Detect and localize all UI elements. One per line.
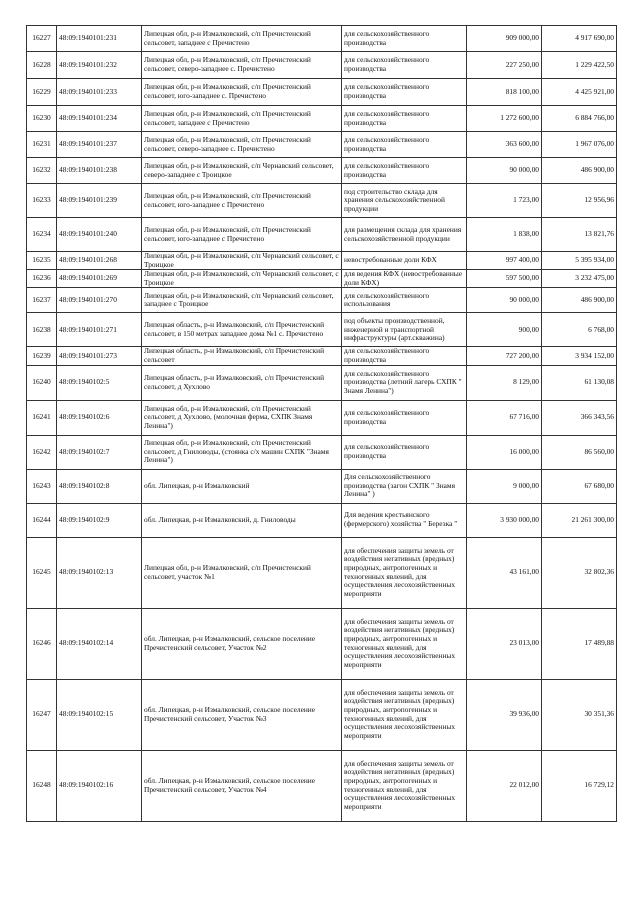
permitted-use-cell: для сельскохозяйственного производства xyxy=(342,435,467,469)
cadastral-value-cell: 366 343,56 xyxy=(542,400,617,435)
table-row xyxy=(27,400,617,435)
address-cell: Липецкая обл, р-н Измалковский, с/п Пречистенский сельсовет, северо-западнее с. Пречистено xyxy=(142,52,342,79)
cadastral-number-cell: 48:09:1940101:269 xyxy=(57,270,142,288)
permitted-use-cell: для сельскохозяйственного производства xyxy=(342,132,467,158)
table-row xyxy=(27,503,617,537)
area-value-cell: 90 000,00 xyxy=(467,288,542,313)
row-number-cell: 16233 xyxy=(27,184,57,218)
area-value-cell: 909 000,00 xyxy=(467,26,542,52)
address-cell: Липецкая область, р-н Измалковский, с/п Пречистенский сельсовет xyxy=(142,347,342,365)
area-value-cell: 900,00 xyxy=(467,313,542,347)
row-number-cell: 16243 xyxy=(27,469,57,503)
table-row xyxy=(27,158,617,184)
table-row xyxy=(27,252,617,270)
row-number-cell: 16234 xyxy=(27,218,57,252)
row-number-cell: 16245 xyxy=(27,537,57,608)
permitted-use-cell: невостребованные доли КФХ xyxy=(342,252,467,270)
table-row xyxy=(27,750,617,821)
address-cell: обл. Липецкая, р-н Измалковский, сельское поселение Пречистенский сельсовет, Участок №4 xyxy=(142,750,342,821)
table-row xyxy=(27,435,617,469)
permitted-use-cell: для сельскохозяйственного производства (летний лагерь СХПК " Знамя Ленина") xyxy=(342,365,467,400)
area-value-cell: 997 400,00 xyxy=(467,252,542,270)
cadastral-number-cell: 48:09:1940101:270 xyxy=(57,288,142,313)
cadastral-number-cell: 48:09:1940101:233 xyxy=(57,79,142,106)
address-cell: Липецкая обл, р-н Измалковский, с/п Пречистенский сельсовет, юго-западнее с Пречистено xyxy=(142,218,342,252)
permitted-use-cell: для сельскохозяйственного использования xyxy=(342,288,467,313)
address-cell: Липецкая обл, р-н Измалковский, с/п Пречистенский сельсовет, участок №1 xyxy=(142,537,342,608)
table-row xyxy=(27,288,617,313)
cadastral-number-cell: 48:09:1940102:7 xyxy=(57,435,142,469)
row-number-cell: 16229 xyxy=(27,79,57,106)
area-value-cell: 1 272 600,00 xyxy=(467,106,542,132)
cadastral-value-cell: 6 884 766,00 xyxy=(542,106,617,132)
cadastral-value-cell: 61 130,08 xyxy=(542,365,617,400)
row-number-cell: 16236 xyxy=(27,270,57,288)
cadastral-number-cell: 48:09:1940102:8 xyxy=(57,469,142,503)
document-page xyxy=(26,25,616,822)
address-cell: Липецкая обл, р-н Измалковский, с/п Чернавский сельсовет, с Троицкое xyxy=(142,270,342,288)
cadastral-value-cell: 4 917 690,00 xyxy=(542,26,617,52)
cadastral-number-cell: 48:09:1940102:15 xyxy=(57,679,142,750)
address-cell: Липецкая область, р-н Измалковский, с/п Пречистенский сельсовет, в 150 метрах западнее дома №1 с. Пречистено xyxy=(142,313,342,347)
cadastral-value-cell: 17 489,88 xyxy=(542,608,617,679)
address-cell: обл. Липецкая, р-н Измалковский, д. Гниловоды xyxy=(142,503,342,537)
cadastral-value-cell: 16 729,12 xyxy=(542,750,617,821)
permitted-use-cell: Для сельскохозяйственного производства (загон СХПК " Знамя Ленина" ) xyxy=(342,469,467,503)
cadastral-number-cell: 48:09:1940101:271 xyxy=(57,313,142,347)
table-row xyxy=(27,106,617,132)
table-row xyxy=(27,679,617,750)
area-value-cell: 227 250,00 xyxy=(467,52,542,79)
address-cell: Липецкая обл, р-н Измалковский, с/п Пречистенский сельсовет, западнее с Пречистено xyxy=(142,26,342,52)
row-number-cell: 16244 xyxy=(27,503,57,537)
permitted-use-cell: для сельскохозяйственного производства xyxy=(342,400,467,435)
cadastral-value-cell: 12 956,96 xyxy=(542,184,617,218)
permitted-use-cell: под объекты производственной, инженерной и транспортной инфраструктуры (арт.скважина) xyxy=(342,313,467,347)
area-value-cell: 3 930 000,00 xyxy=(467,503,542,537)
area-value-cell: 16 000,00 xyxy=(467,435,542,469)
address-cell: Липецкая обл, р-н Измалковский, с/п Пречистенский сельсовет, д Хухлово, (молочная ферма, СХПК Знамя Ленина") xyxy=(142,400,342,435)
row-number-cell: 16230 xyxy=(27,106,57,132)
cadastral-value-cell: 4 425 921,00 xyxy=(542,79,617,106)
address-cell: Липецкая обл, р-н Измалковский, с/п Чернавский сельсовет, северо-западнее с Троицкое xyxy=(142,158,342,184)
area-value-cell: 727 200,00 xyxy=(467,347,542,365)
cadastral-number-cell: 48:09:1940101:238 xyxy=(57,158,142,184)
cadastral-number-cell: 48:09:1940101:273 xyxy=(57,347,142,365)
row-number-cell: 16227 xyxy=(27,26,57,52)
table-row xyxy=(27,608,617,679)
row-number-cell: 16247 xyxy=(27,679,57,750)
row-number-cell: 16238 xyxy=(27,313,57,347)
table-row xyxy=(27,218,617,252)
cadastral-number-cell: 48:09:1940101:268 xyxy=(57,252,142,270)
permitted-use-cell: для сельскохозяйственного производства xyxy=(342,158,467,184)
cadastral-number-cell: 48:09:1940102:13 xyxy=(57,537,142,608)
cadastral-number-cell: 48:09:1940101:237 xyxy=(57,132,142,158)
land-parcel-table xyxy=(26,25,617,822)
permitted-use-cell: под строительство склада для хранения сельскохозяйственной продукции xyxy=(342,184,467,218)
cadastral-number-cell: 48:09:1940101:231 xyxy=(57,26,142,52)
table-row xyxy=(27,132,617,158)
table-row xyxy=(27,184,617,218)
area-value-cell: 43 161,00 xyxy=(467,537,542,608)
area-value-cell: 22 012,00 xyxy=(467,750,542,821)
permitted-use-cell: для обеспечения защиты земель от воздействия негативных (вредных) природных, антропогенных и техногенных явлений, для осуществления лесохозяйственных мероприяти xyxy=(342,537,467,608)
address-cell: Липецкая обл, р-н Измалковский, с/п Пречистенский сельсовет, юго-западнее с Пречистено xyxy=(142,184,342,218)
row-number-cell: 16239 xyxy=(27,347,57,365)
cadastral-value-cell: 21 261 300,00 xyxy=(542,503,617,537)
table-row xyxy=(27,270,617,288)
row-number-cell: 16248 xyxy=(27,750,57,821)
cadastral-value-cell: 13 821,76 xyxy=(542,218,617,252)
row-number-cell: 16246 xyxy=(27,608,57,679)
cadastral-value-cell: 6 768,00 xyxy=(542,313,617,347)
address-cell: Липецкая обл, р-н Измалковский, с/п Пречистенский сельсовет, юго-западнее с. Пречистено xyxy=(142,79,342,106)
table-row xyxy=(27,79,617,106)
cadastral-number-cell: 48:09:1940101:232 xyxy=(57,52,142,79)
table-row xyxy=(27,313,617,347)
permitted-use-cell: для обеспечения защиты земель от воздействия негативных (вредных) природных, антропогенных и техногенных явлений, для осуществления лесохозяйственных мероприяти xyxy=(342,608,467,679)
table-body xyxy=(27,26,617,822)
cadastral-value-cell: 3 934 152,00 xyxy=(542,347,617,365)
cadastral-value-cell: 486 900,00 xyxy=(542,288,617,313)
area-value-cell: 9 000,00 xyxy=(467,469,542,503)
address-cell: Липецкая обл, р-н Измалковский, с/п Пречистенский сельсовет, д Гниловоды, (стоянка с/х машин СХПК "Знамя Ленина") xyxy=(142,435,342,469)
cadastral-value-cell: 86 560,00 xyxy=(542,435,617,469)
cadastral-value-cell: 5 395 934,00 xyxy=(542,252,617,270)
cadastral-number-cell: 48:09:1940102:9 xyxy=(57,503,142,537)
cadastral-number-cell: 48:09:1940101:239 xyxy=(57,184,142,218)
cadastral-number-cell: 48:09:1940102:5 xyxy=(57,365,142,400)
area-value-cell: 90 000,00 xyxy=(467,158,542,184)
permitted-use-cell: для сельскохозяйственного производства xyxy=(342,26,467,52)
address-cell: Липецкая обл, р-н Измалковский, с/п Чернавский сельсовет, западнее с Троицкое xyxy=(142,288,342,313)
permitted-use-cell: для ведения КФХ (невостребованные доли КФХ) xyxy=(342,270,467,288)
cadastral-number-cell: 48:09:1940101:234 xyxy=(57,106,142,132)
row-number-cell: 16231 xyxy=(27,132,57,158)
permitted-use-cell: для сельскохозяйственного производства xyxy=(342,52,467,79)
address-cell: Липецкая обл, р-н Измалковский, с/п Пречистенский сельсовет, северо-западнее с. Пречистено xyxy=(142,132,342,158)
area-value-cell: 8 129,00 xyxy=(467,365,542,400)
cadastral-value-cell: 3 232 475,00 xyxy=(542,270,617,288)
area-value-cell: 1 723,00 xyxy=(467,184,542,218)
row-number-cell: 16235 xyxy=(27,252,57,270)
cadastral-value-cell: 30 351,36 xyxy=(542,679,617,750)
table-row xyxy=(27,52,617,79)
permitted-use-cell: для обеспечения защиты земель от воздействия негативных (вредных) природных, антропогенных и техногенных явлений, для осуществления лесохозяйственных мероприяти xyxy=(342,679,467,750)
address-cell: Липецкая обл, р-н Измалковский, с/п Чернавский сельсовет, с Троицкое xyxy=(142,252,342,270)
table-row xyxy=(27,469,617,503)
address-cell: Липецкая область, р-н Измалковский, с/п Пречистенский сельсовет, д Хухлово xyxy=(142,365,342,400)
area-value-cell: 39 936,00 xyxy=(467,679,542,750)
address-cell: обл. Липецкая, р-н Измалковский, сельское поселение Пречистенский сельсовет, Участок №2 xyxy=(142,608,342,679)
table-row xyxy=(27,347,617,365)
permitted-use-cell: для размещения склада для хранения сельскохозяйственной продукции xyxy=(342,218,467,252)
row-number-cell: 16241 xyxy=(27,400,57,435)
cadastral-number-cell: 48:09:1940102:14 xyxy=(57,608,142,679)
cadastral-value-cell: 1 229 422,50 xyxy=(542,52,617,79)
permitted-use-cell: для обеспечения защиты земель от воздействия негативных (вредных) природных, антропогенных и техногенных явлений, для осуществления лесохозяйственных мероприяти xyxy=(342,750,467,821)
cadastral-number-cell: 48:09:1940102:16 xyxy=(57,750,142,821)
table-row xyxy=(27,365,617,400)
table-row xyxy=(27,537,617,608)
row-number-cell: 16242 xyxy=(27,435,57,469)
cadastral-value-cell: 32 802,36 xyxy=(542,537,617,608)
cadastral-value-cell: 486 900,00 xyxy=(542,158,617,184)
row-number-cell: 16240 xyxy=(27,365,57,400)
cadastral-value-cell: 67 680,00 xyxy=(542,469,617,503)
permitted-use-cell: для сельскохозяйственного производства xyxy=(342,106,467,132)
table-row xyxy=(27,26,617,52)
address-cell: обл. Липецкая, р-н Измалковский, сельское поселение Пречистенский сельсовет, Участок №3 xyxy=(142,679,342,750)
area-value-cell: 67 716,00 xyxy=(467,400,542,435)
area-value-cell: 363 600,00 xyxy=(467,132,542,158)
cadastral-number-cell: 48:09:1940102:6 xyxy=(57,400,142,435)
row-number-cell: 16228 xyxy=(27,52,57,79)
cadastral-value-cell: 1 967 076,00 xyxy=(542,132,617,158)
cadastral-number-cell: 48:09:1940101:240 xyxy=(57,218,142,252)
area-value-cell: 818 100,00 xyxy=(467,79,542,106)
row-number-cell: 16237 xyxy=(27,288,57,313)
permitted-use-cell: для сельскохозяйственного производства xyxy=(342,347,467,365)
permitted-use-cell: для сельскохозяйственного производства xyxy=(342,79,467,106)
address-cell: обл. Липецкая, р-н Измалковский xyxy=(142,469,342,503)
row-number-cell: 16232 xyxy=(27,158,57,184)
permitted-use-cell: Для ведения крестьянского (фермерского) хозяйства " Березка " xyxy=(342,503,467,537)
area-value-cell: 23 013,00 xyxy=(467,608,542,679)
address-cell: Липецкая обл, р-н Измалковский, с/п Пречистенский сельсовет, западнее с Пречистено xyxy=(142,106,342,132)
area-value-cell: 1 838,00 xyxy=(467,218,542,252)
area-value-cell: 597 500,00 xyxy=(467,270,542,288)
